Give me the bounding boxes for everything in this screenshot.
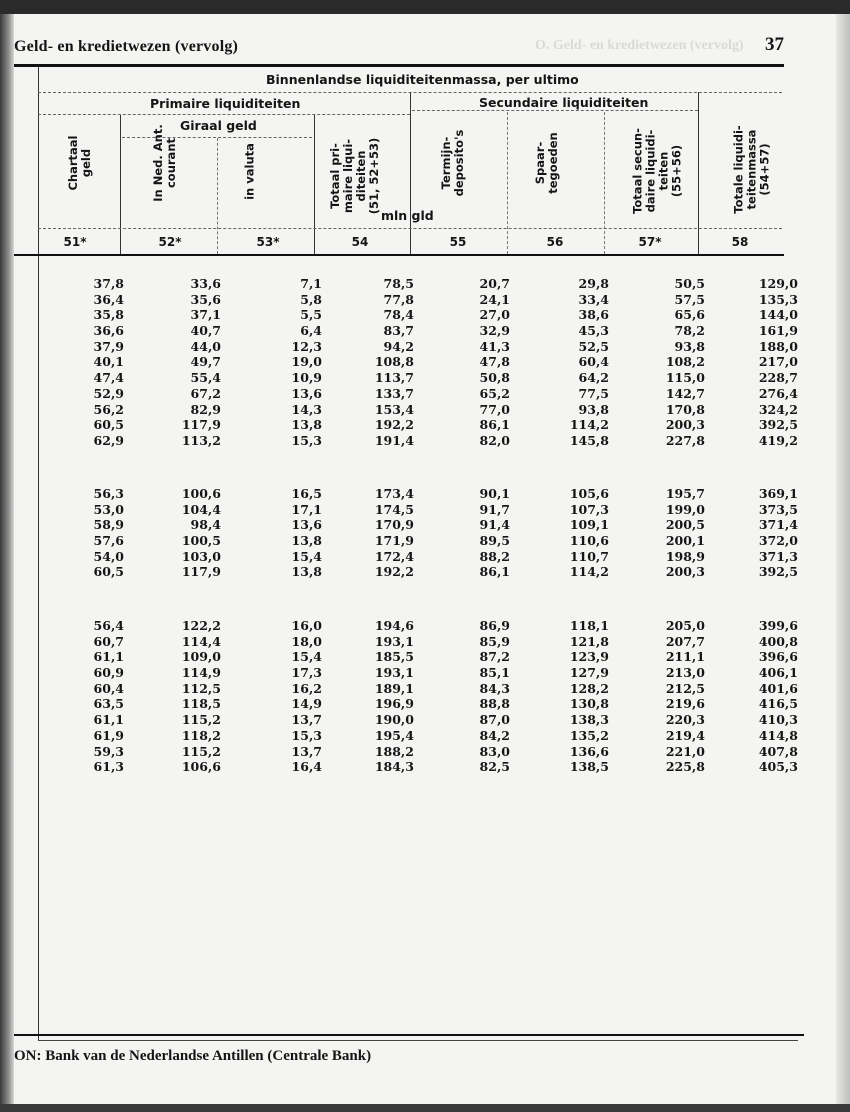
col-divider-53-54 <box>314 115 315 254</box>
col-divider-52-53 <box>217 138 218 254</box>
scan-bottom-edge <box>0 1104 850 1112</box>
group-primary-heading: Primaire liquiditeiten <box>150 96 301 111</box>
group-giraal-heading: Giraal geld <box>180 118 257 133</box>
col-divider-56-57 <box>604 112 605 254</box>
table-row: 57,6 100,5 13,8 171,9 89,5 110,6 200,1 372,0 <box>93 533 798 549</box>
header-bottom-rule <box>14 254 784 256</box>
table-row: 60,4 112,5 16,2 189,1 84,3 128,2 212,5 401,6 <box>93 680 798 696</box>
table-row: 36,4 35,6 5,8 77,8 24,1 33,4 57,5 135,3 <box>93 291 798 307</box>
col-header-56: Spaar- tegoeden <box>533 132 560 194</box>
page-number: 37 <box>765 34 784 55</box>
col-number-57: 57* <box>638 235 662 249</box>
table-row: 62,9 113,2 15,3 191,4 82,0 145,8 227,8 419,2 <box>93 432 798 448</box>
table-row: 58,9 98,4 13,6 170,9 91,4 109,1 200,5 371,4 <box>93 517 798 533</box>
table-row: 61,3 106,6 16,4 184,3 82,5 138,5 225,8 405,3 <box>93 759 798 775</box>
data-block-2 <box>40 486 800 580</box>
scan-top-edge <box>0 0 850 14</box>
data-block-1 <box>40 276 800 449</box>
table-row: 56,3 100,6 16,5 173,4 90,1 105,6 195,7 369,1 <box>93 486 798 501</box>
table-row: 61,1 115,2 13,7 190,0 87,0 138,3 220,3 410,3 <box>93 712 798 728</box>
scan-binding-edge <box>0 14 14 1104</box>
col-header-54: Totaal pri- maire liqui- diteiten (51, 52+53) <box>328 137 381 215</box>
col-number-56: 56 <box>546 235 564 249</box>
secondary-divider <box>412 110 698 111</box>
col-number-55: 55 <box>449 235 467 249</box>
unit-label: mln gld <box>381 208 434 223</box>
table-row: 63,5 118,5 14,9 196,9 88,8 130,8 219,6 416,5 <box>93 696 798 712</box>
table-row: 37,9 44,0 12,3 94,2 41,3 52,5 93,8 188,0 <box>93 338 798 354</box>
table-row: 47,4 55,4 10,9 113,7 50,8 64,2 115,0 228,7 <box>93 370 798 386</box>
col-header-53: in valuta <box>242 143 257 200</box>
primary-divider <box>38 114 410 115</box>
scan-right-edge <box>836 14 850 1104</box>
data-block-3 <box>40 618 800 775</box>
col-number-54: 54 <box>351 235 369 249</box>
col-header-58: Totale liquidi- teitenmassa (54+57) <box>731 125 772 214</box>
secondary-total-divider <box>698 92 699 254</box>
col-divider-51-52 <box>120 115 121 254</box>
table-left-border <box>38 67 39 1040</box>
col-divider-55-56 <box>507 112 508 254</box>
table-bottom-rule <box>38 1040 798 1041</box>
col-number-51: 51* <box>63 235 87 249</box>
col-number-53: 53* <box>256 235 280 249</box>
footer-rule <box>14 1034 804 1036</box>
table-row: 61,1 109,0 15,4 185,5 87,2 123,9 211,1 396,6 <box>93 649 798 665</box>
table-row: 59,3 115,2 13,7 188,2 83,0 136,6 221,0 407,8 <box>93 743 798 759</box>
col-number-58: 58 <box>731 235 749 249</box>
col-header-57: Totaal secun- daire liquidi- teiten (55+56) <box>630 128 684 214</box>
bleed-through-header: O. Geld- en kredietwezen (vervolg) <box>535 38 744 53</box>
table-row: 40,1 49,7 19,0 108,8 47,8 60,4 108,2 217,0 <box>93 354 798 370</box>
column-number-divider <box>38 228 782 229</box>
group-secondary-heading: Secundaire liquiditeiten <box>479 95 649 110</box>
primary-secondary-divider <box>410 92 411 254</box>
source-note: ON: Bank van de Nederlandse Antillen (Centrale Bank) <box>14 1048 372 1064</box>
table-row: 61,9 118,2 15,3 195,4 84,2 135,2 219,4 414,8 <box>93 727 798 743</box>
table-top-rule <box>14 64 784 67</box>
table-row: 60,5 117,9 13,8 192,2 86,1 114,2 200,3 392,5 <box>93 564 798 580</box>
table-row: 60,9 114,9 17,3 193,1 85,1 127,9 213,0 406,1 <box>93 665 798 681</box>
table-title: Binnenlandse liquiditeitenmassa, per ultimo <box>266 72 579 87</box>
col-header-55: Termijn- deposito's <box>439 129 466 197</box>
table-row: 37,8 33,6 7,1 78,5 20,7 29,8 50,5 129,0 <box>93 276 798 291</box>
col-header-51: Chartaal geld <box>66 135 93 191</box>
col-header-52: In Ned. Ant. courant <box>151 124 178 202</box>
page-header: Geld- en kredietwezen (vervolg) <box>14 38 239 55</box>
table-row: 52,9 67,2 13,6 133,7 65,2 77,5 142,7 276,4 <box>93 385 798 401</box>
table-row: 56,4 122,2 16,0 194,6 86,9 118,1 205,0 399,6 <box>93 618 798 633</box>
table-row: 35,8 37,1 5,5 78,4 27,0 38,6 65,6 144,0 <box>93 307 798 323</box>
table-row: 36,6 40,7 6,4 83,7 32,9 45,3 78,2 161,9 <box>93 323 798 339</box>
table-row: 54,0 103,0 15,4 172,4 88,2 110,7 198,9 371,3 <box>93 548 798 564</box>
table-row: 56,2 82,9 14,3 153,4 77,0 93,8 170,8 324,2 <box>93 401 798 417</box>
table-row: 53,0 104,4 17,1 174,5 91,7 107,3 199,0 373,5 <box>93 501 798 517</box>
col-number-52: 52* <box>158 235 182 249</box>
table-row: 60,7 114,4 18,0 193,1 85,9 121,8 207,7 400,8 <box>93 633 798 649</box>
table-row: 60,5 117,9 13,8 192,2 86,1 114,2 200,3 392,5 <box>93 417 798 433</box>
